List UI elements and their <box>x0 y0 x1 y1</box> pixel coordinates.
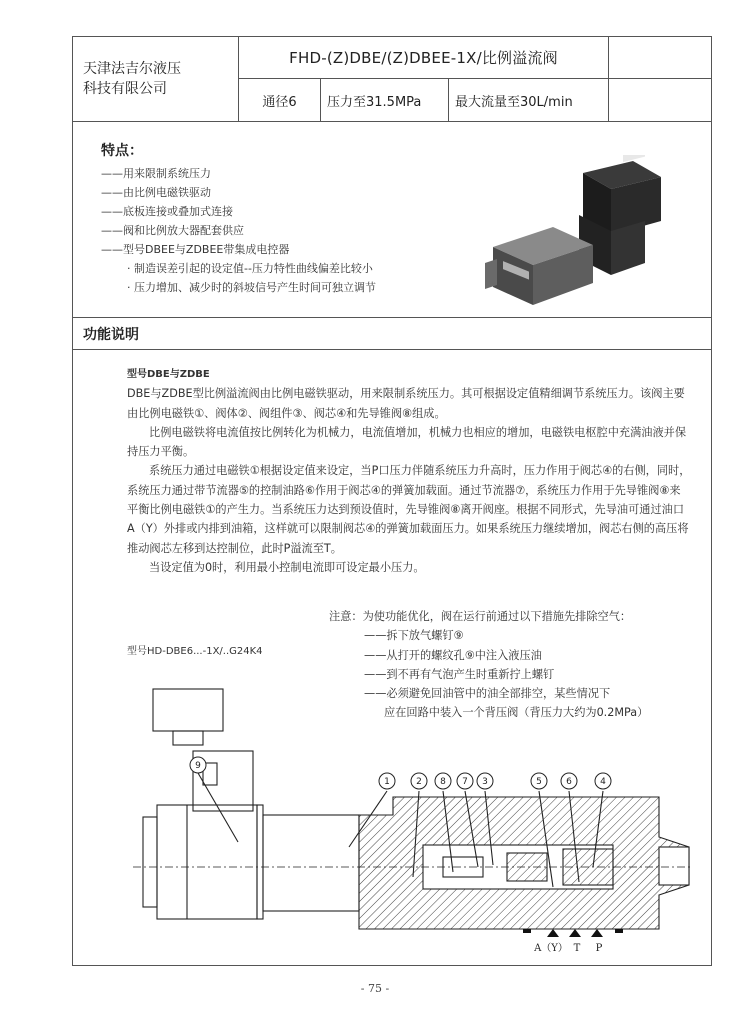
callout-label: 1 <box>384 777 390 787</box>
paragraph: 比例电磁铁将电流值按比例转化为机械力，电流值增加，机械力也相应的增加，电磁铁电枢腔中充满油液并保持压力平衡。 <box>127 425 687 459</box>
port-label-a: A（Y） <box>534 943 568 954</box>
spec-size: 通径6 <box>239 79 321 121</box>
note-step: ——到不再有气泡产生时重新拧上螺钉 <box>364 667 555 681</box>
divider <box>73 317 711 318</box>
page-number: - 75 - <box>360 982 390 995</box>
note-step: ——必须避免回油管中的油全部排空，某些情况下 <box>364 687 611 701</box>
feature-item: ——由比例电磁铁驱动 <box>101 186 211 199</box>
feature-item: ——阀和比例放大器配套供应 <box>101 224 244 237</box>
feature-item: ——底板连接或叠加式连接 <box>101 205 233 218</box>
function-title: 功能说明 <box>83 327 139 343</box>
header-empty-cell <box>609 37 711 79</box>
port-label-p: P <box>595 943 603 954</box>
divider <box>73 121 711 122</box>
callout-label: 2 <box>416 777 422 787</box>
valve-product-photo <box>483 155 673 315</box>
paragraph: DBE与ZDBE型比例溢流阀由比例电磁铁驱动，用来限制系统压力。其可根据设定值精细调节系统压力。该阀主要由比例电磁铁①、阀体②、阀组件③、阀芯④和先导锥阀⑧组成。 <box>127 387 685 420</box>
model-title: FHD-(Z)DBE/(Z)DBEE-1X/比例溢流阀 <box>239 37 609 79</box>
features-title: 特点： <box>101 143 143 159</box>
page-frame <box>72 36 712 966</box>
callout-label: 6 <box>566 777 572 787</box>
drawing-model-label: 型号HD-DBE6...-1X/..G24K4 <box>127 646 263 657</box>
note-step: ——拆下放气螺钉⑨ <box>364 629 464 643</box>
function-subheading: 型号DBE与ZDBE <box>127 369 210 380</box>
feature-sub-item: · 制造误差引起的设定值--压力特性曲线偏差比较小 <box>127 262 373 275</box>
divider <box>73 349 711 350</box>
spec-pressure: 压力至31.5MPa <box>321 79 449 121</box>
callout-label: 3 <box>482 777 488 787</box>
valve-cross-section-drawing <box>93 667 693 962</box>
company-line-2: 科技有限公司 <box>83 81 167 97</box>
port-label-t: T <box>573 943 581 954</box>
callout-label: 9 <box>195 761 201 771</box>
callout-label: 8 <box>440 777 446 787</box>
company-line-1: 天津法吉尔液压 <box>83 61 181 77</box>
paragraph: 系统压力通过电磁铁①根据设定值来设定，当P口压力伴随系统压力升高时，压力作用于阀芯④的右侧，同时，系统压力通过带节流器⑤的控制油路⑥作用于阀芯④的弹簧加载面。通过节流器⑦，系统压力作用于先导锥阀⑧来平衡比例电磁铁①的产生力。当系统压力达到预设值时，先导锥阀⑧离开阀座。根据不同形式，先导油可通过油口A（Y）外排或内排到油箱，这样就可以限制阀芯④的弹簧加载面压力。如果系统压力继续增加，阀芯右侧的高压将推动阀芯左移到达控制位，此时P溢流至T。 <box>127 464 691 555</box>
header-table <box>73 37 711 121</box>
callout-label: 7 <box>462 777 468 787</box>
note-step: ——从打开的螺纹孔⑨中注入液压油 <box>364 648 542 662</box>
function-description <box>127 365 691 577</box>
paragraph: 当设定值为0时，利用最小控制电流即可设定最小压力。 <box>149 560 425 574</box>
spec-empty-cell <box>609 79 711 121</box>
company-name <box>73 37 239 121</box>
callout-label: 5 <box>536 777 542 787</box>
feature-item: ——用来限制系统压力 <box>101 167 211 180</box>
feature-sub-item: · 压力增加、减少时的斜坡信号产生时间可独立调节 <box>127 281 376 294</box>
note-intro: 注意：为使功能优化，阀在运行前通过以下措施先排除空气： <box>329 610 632 623</box>
spec-flow: 最大流量至30L/min <box>449 79 609 121</box>
callout-label: 4 <box>600 777 606 787</box>
note-continuation: 应在回路中装入一个背压阀（背压力大约为0.2MPa） <box>384 706 649 720</box>
features-list <box>101 164 376 297</box>
feature-item: ——型号DBEE与ZDBEE带集成电控器 <box>101 243 290 256</box>
